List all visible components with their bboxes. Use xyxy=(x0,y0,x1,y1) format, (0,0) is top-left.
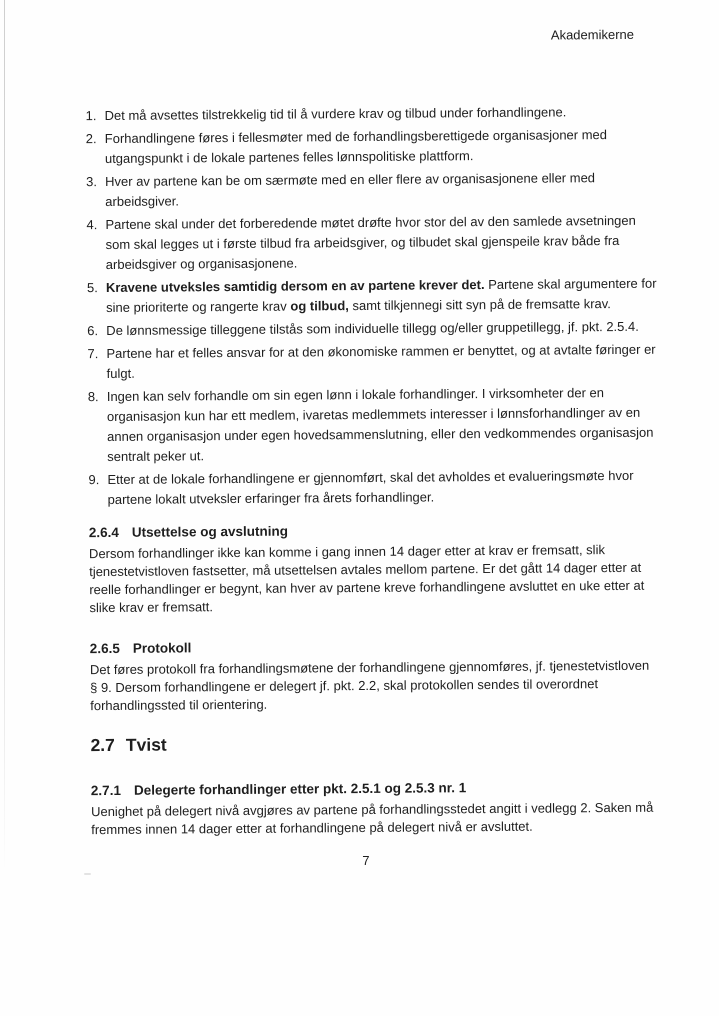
section-title: Tvist xyxy=(125,734,167,755)
section-number: 2.6.4 xyxy=(88,524,119,541)
list-item-text-bold: Kravene utveksles samtidig dersom en av partene krever det. xyxy=(105,277,485,296)
section-title: Protokoll xyxy=(132,640,192,656)
list-item xyxy=(87,317,658,341)
list-item-text: De lønnsmessige tilleggene tilstås som individuelle tillegg og/eller gruppetillegg, jf. pkt. 2.5.4. xyxy=(106,318,639,339)
list-item xyxy=(86,168,657,212)
list-item-text-regular: samt tilkjennegi sitt syn på de fremsatte krav. xyxy=(348,296,611,314)
list-item-text: Etter at de lokale forhandlingene er gjennomført, skal det avholdes et evalueringsmøte hvor partene lokalt utveksler erfaringer fra årets forhandlinger. xyxy=(107,467,634,507)
list-item xyxy=(88,466,659,510)
list-item-text: Partene har et felles ansvar for at den økonomiske rammen er benyttet, og at avtalte føringer er fulgt. xyxy=(106,341,656,382)
list-item xyxy=(86,125,657,169)
section-2-7-1 xyxy=(91,778,657,839)
section-title: Utsettelse og avslutning xyxy=(131,523,288,540)
list-item xyxy=(87,274,658,318)
numbered-list-container xyxy=(86,102,660,510)
section-title: Delegerte forhandlinger etter pkt. 2.5.1 og 2.5.3 nr. 1 xyxy=(133,780,467,798)
list-item-text: Partene skal under det forberedende møtet drøfte hvor stor del av den samlede avsetningen som skal legges ut i første tilbud fra arbeidsgiver, og tilbudet skal gjenspeile krav både fra arbeidsgiver og organisasjonene. xyxy=(105,212,636,273)
page-number: 7 xyxy=(362,852,370,869)
header-brand: Akademikerne xyxy=(550,26,635,43)
section-number: 2.7 xyxy=(90,734,115,756)
list-item-text-regular: Partene skal argumentere for sine prioriterte og rangerte krav xyxy=(106,275,657,316)
section-2-6-4 xyxy=(89,520,656,617)
list-item-text-bold: og tilbud, xyxy=(290,298,349,314)
list-item xyxy=(88,383,660,467)
section-number: 2.6.5 xyxy=(89,640,120,657)
list-item-text: Forhandlingene føres i fellesmøter med de forhandlingsberettigede organisasjoner med utgangspunkt i de lokale partenes felles lønnspolitiske plattform. xyxy=(104,127,608,167)
section-body: Dersom forhandlinger ikke kan komme i gang innen 14 dager etter at krav er fremsatt, slik tjenestetvistloven fastsetter, må utsettelsen avtales mellom partene. Er det gått 14 dager etter at reelle forhandlinger er begynt, kan hver av partene kreve forhandlingene avsluttet en uke etter at slike krav er fremsatt. xyxy=(88,542,645,616)
section-2-6-5 xyxy=(90,636,657,715)
list-item-text: Ingen kan selv forhandle om sin egen lønn i lokale forhandlinger. I virksomheter der en organisasjon kun har ett medlem, ivaretas medlemmets interesser i lønnsforhandlinger av en annen organisasjon under egen hovedsammenslutning, eller den vedkommendes organisasjon sentralt peker ut. xyxy=(106,385,654,464)
list-item-number: 1. xyxy=(85,108,97,124)
list-item-number: 2. xyxy=(85,131,97,147)
section-heading-main xyxy=(90,730,656,756)
list-item xyxy=(87,340,658,384)
section-heading xyxy=(91,778,657,800)
list-item-number: 7. xyxy=(87,346,99,362)
numbered-list xyxy=(86,102,660,510)
scan-speck-artifact xyxy=(84,873,91,875)
list-item-number: 5. xyxy=(86,280,98,296)
list-item-text: Det må avsettes tilstrekkelig tid til å vurdere krav og tilbud under forhandlingene. xyxy=(104,104,567,124)
list-item-number: 3. xyxy=(86,174,98,190)
list-item-number: 8. xyxy=(87,389,99,405)
list-item-text xyxy=(106,274,658,318)
list-item xyxy=(86,211,657,275)
section-heading xyxy=(89,520,655,542)
list-item-text: Hver av partene kan be om særmøte med en eller flere av organisasjonene eller med arbeidsgiver. xyxy=(105,170,596,210)
section-body: Uenighet på delegert nivå avgjøres av partene på forhandlingsstedet angitt i vedlegg 2. Saken må fremmes innen 14 dager etter at forhandlingene på delegert nivå er avsluttet. xyxy=(90,799,654,838)
list-item-number: 4. xyxy=(86,217,98,233)
list-item-number: 9. xyxy=(88,472,100,488)
list-item xyxy=(86,102,657,126)
section-heading xyxy=(90,636,656,658)
section-body: Det føres protokoll fra forhandlingsmøtene der forhandlingene gjennomføres, jf. tjenestetvistloven § 9. Dersom forhandlingene er delegert jf. pkt. 2.2, skal protokollen sendes til overordnet forhandlingssted til orientering. xyxy=(89,657,650,714)
list-item-number: 6. xyxy=(87,323,99,339)
section-2-7 xyxy=(90,730,656,756)
section-number: 2.7.1 xyxy=(90,782,121,799)
